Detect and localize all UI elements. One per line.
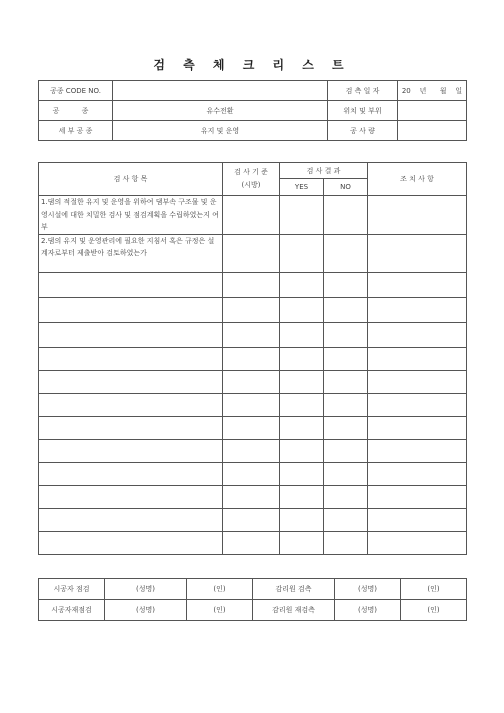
empty-yes-cell[interactable] [280, 439, 324, 462]
supervisor-reinspect-seal[interactable]: (인) [401, 600, 467, 621]
empty-check-row [39, 347, 467, 370]
empty-item-cell[interactable] [39, 272, 223, 297]
empty-check-row [39, 272, 467, 297]
empty-item-cell[interactable] [39, 297, 223, 322]
empty-check-row [39, 508, 467, 531]
empty-action-cell[interactable] [368, 322, 467, 347]
detail-label: 세 부 공 종 [39, 121, 113, 141]
empty-action-cell[interactable] [368, 531, 467, 554]
empty-item-cell[interactable] [39, 347, 223, 370]
empty-standard-cell[interactable] [223, 322, 280, 347]
col-no-header: NO [324, 179, 368, 196]
code-label: 공종 CODE NO. [39, 81, 113, 101]
date-value[interactable]: 20 년 월 일 [398, 81, 467, 101]
check-action-1[interactable] [368, 196, 467, 235]
empty-no-cell[interactable] [324, 439, 368, 462]
empty-action-cell[interactable] [368, 439, 467, 462]
empty-item-cell[interactable] [39, 439, 223, 462]
empty-action-cell[interactable] [368, 272, 467, 297]
col-standard-line1: 검 사 기 준 [234, 168, 268, 176]
empty-standard-cell[interactable] [223, 508, 280, 531]
empty-item-cell[interactable] [39, 322, 223, 347]
empty-item-cell[interactable] [39, 531, 223, 554]
empty-standard-cell[interactable] [223, 393, 280, 416]
check-item-1: 1.댐의 적절한 유지 및 운영을 위하여 댐부속 구조물 및 운영시설에 대한 치밀한 검사 및 점검계획을 수립하였는지 여부 [39, 196, 223, 235]
empty-check-row [39, 297, 467, 322]
signature-table [38, 578, 467, 621]
empty-check-row [39, 322, 467, 347]
empty-check-row [39, 416, 467, 439]
col-yes-header: YES [280, 179, 324, 196]
date-label: 검 측 일 자 [328, 81, 398, 101]
empty-yes-cell[interactable] [280, 297, 324, 322]
col-item-header: 검 사 항 목 [39, 163, 223, 196]
empty-item-cell[interactable] [39, 393, 223, 416]
empty-action-cell[interactable] [368, 485, 467, 508]
empty-no-cell[interactable] [324, 370, 368, 393]
location-value[interactable] [398, 101, 467, 121]
empty-check-row [39, 485, 467, 508]
empty-check-row [39, 439, 467, 462]
empty-check-row [39, 370, 467, 393]
empty-check-row [39, 531, 467, 554]
contractor-check-seal[interactable]: (인) [187, 579, 253, 600]
check-standard-2[interactable] [223, 234, 280, 272]
quantity-value[interactable] [398, 121, 467, 141]
empty-yes-cell[interactable] [280, 370, 324, 393]
empty-item-cell[interactable] [39, 416, 223, 439]
empty-action-cell[interactable] [368, 462, 467, 485]
empty-action-cell[interactable] [368, 508, 467, 531]
empty-item-cell[interactable] [39, 485, 223, 508]
empty-no-cell[interactable] [324, 416, 368, 439]
empty-yes-cell[interactable] [280, 508, 324, 531]
supervisor-reinspect-name[interactable]: (성명) [335, 600, 401, 621]
empty-action-cell[interactable] [368, 416, 467, 439]
empty-no-cell[interactable] [324, 272, 368, 297]
empty-yes-cell[interactable] [280, 272, 324, 297]
empty-no-cell[interactable] [324, 531, 368, 554]
empty-item-cell[interactable] [39, 370, 223, 393]
empty-yes-cell[interactable] [280, 322, 324, 347]
empty-yes-cell[interactable] [280, 531, 324, 554]
supervisor-reinspect-label: 감리원 재검측 [253, 600, 335, 621]
empty-no-cell[interactable] [324, 393, 368, 416]
empty-yes-cell[interactable] [280, 347, 324, 370]
check-no-1[interactable] [324, 196, 368, 235]
empty-item-cell[interactable] [39, 508, 223, 531]
col-action-header: 조 치 사 항 [368, 163, 467, 196]
check-yes-1[interactable] [280, 196, 324, 235]
empty-standard-cell[interactable] [223, 439, 280, 462]
check-action-2[interactable] [368, 234, 467, 272]
empty-no-cell[interactable] [324, 485, 368, 508]
empty-standard-cell[interactable] [223, 370, 280, 393]
empty-standard-cell[interactable] [223, 272, 280, 297]
contractor-check-name[interactable]: (성명) [105, 579, 187, 600]
col-result-header: 검 사 결 과 [280, 163, 368, 179]
empty-rows [39, 272, 467, 554]
empty-no-cell[interactable] [324, 297, 368, 322]
empty-standard-cell[interactable] [223, 485, 280, 508]
work-label: 공 종 [39, 101, 113, 121]
check-standard-1[interactable] [223, 196, 280, 235]
empty-item-cell[interactable] [39, 462, 223, 485]
supervisor-inspect-name[interactable]: (성명) [335, 579, 401, 600]
empty-standard-cell[interactable] [223, 297, 280, 322]
empty-action-cell[interactable] [368, 347, 467, 370]
empty-no-cell[interactable] [324, 347, 368, 370]
contractor-recheck-name[interactable]: (성명) [105, 600, 187, 621]
work-value[interactable]: 유수전환 [113, 101, 328, 121]
header-table [38, 80, 467, 141]
document-title: 검 측 체 크 리 스 트 [153, 58, 351, 72]
checklist-table [38, 162, 467, 555]
quantity-label: 공 사 량 [328, 121, 398, 141]
empty-action-cell[interactable] [368, 370, 467, 393]
empty-yes-cell[interactable] [280, 393, 324, 416]
contractor-recheck-label: 시공자재점검 [39, 600, 105, 621]
empty-no-cell[interactable] [324, 462, 368, 485]
check-yes-2[interactable] [280, 234, 324, 272]
empty-yes-cell[interactable] [280, 416, 324, 439]
empty-check-row [39, 462, 467, 485]
empty-standard-cell[interactable] [223, 416, 280, 439]
check-item-2: 2.댐의 유지 및 운영관리에 필요한 지침서 혹은 규정은 설계자로부터 제출받아 검토하였는가 [39, 234, 223, 272]
empty-check-row [39, 393, 467, 416]
empty-action-cell[interactable] [368, 393, 467, 416]
detail-value[interactable]: 유지 및 운영 [113, 121, 328, 141]
col-standard-header [223, 163, 280, 196]
empty-no-cell[interactable] [324, 508, 368, 531]
contractor-recheck-seal[interactable]: (인) [187, 600, 253, 621]
empty-standard-cell[interactable] [223, 531, 280, 554]
empty-standard-cell[interactable] [223, 462, 280, 485]
code-value[interactable] [113, 81, 328, 101]
supervisor-inspect-label: 감리원 검측 [253, 579, 335, 600]
empty-yes-cell[interactable] [280, 462, 324, 485]
check-no-2[interactable] [324, 234, 368, 272]
supervisor-inspect-seal[interactable]: (인) [401, 579, 467, 600]
empty-no-cell[interactable] [324, 322, 368, 347]
col-standard-line2: (시방) [241, 181, 261, 189]
location-label: 위치 및 부위 [328, 101, 398, 121]
empty-yes-cell[interactable] [280, 485, 324, 508]
empty-standard-cell[interactable] [223, 347, 280, 370]
contractor-check-label: 시공자 점검 [39, 579, 105, 600]
empty-action-cell[interactable] [368, 297, 467, 322]
